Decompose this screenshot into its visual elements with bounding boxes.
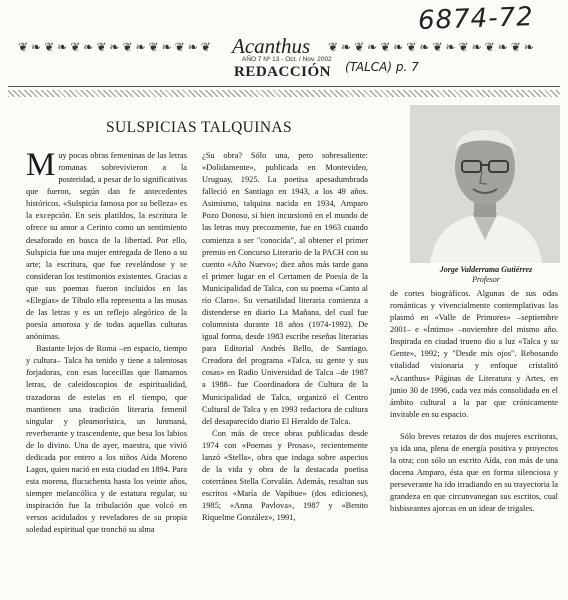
section-heading: REDACCIÓN	[234, 64, 332, 80]
ornament-border-right: ❦ ❧ ❦ ❧ ❦ ❧ ❦ ❧ ❦ ❧ ❦ ❧ ❦ ❧ ❦ ❧	[328, 40, 534, 54]
article-paragraph: de cortes biográficos. Algunas de sus odas románticas y vivencialmente contemplativas las plasmó en «Valle de Primores» –septiembre 2001– e «Íntimo» –noviembre del mismo año. Inspirada en ciudad trueno dio a luz «Talca y su Gente», 1992; y "Desde mis ojos". Rebosando vitalidad visionaria y enfoque cristalitó «Acanthus» Páginas de Literatura y Artes, en junio 30 de 1996, cada vez más consolidada en el ámbito cultural a la par que crónicamente invitable en su espacio.	[390, 289, 558, 419]
article-column-2	[202, 150, 368, 524]
article-column-3	[390, 288, 558, 515]
portrait-caption-role: Profesor	[472, 275, 500, 284]
article-title: SULSPICIAS TALQUINAS	[106, 119, 293, 136]
drop-cap: M	[26, 147, 56, 183]
publication-masthead: Acanthus	[232, 34, 311, 58]
article-paragraph: Bastante lejos de Roma –en espacio, tiempo y cultura– Talca ha tenido y tiene a talentosas forjadoras, con esas lucecillas que llamamos letras, de caleidoscopios de espiritualidad, trazadoras de estelas en el tiempo, que mantienen una tradición literaria femenil singular y pleamorística, un lunmaná, reverberante y trascendente, que besa los labios de lo divino. Una de ayer, maestra, que vivió dedicada por entero a los niños Aída Moreno Lagos, quien nació en esta ciudad en 1894. Para esta morena, flucuchenta hasta los veinte años, siempre melancólica y de estatura regular, su inspiración fue la tribulación que volcó en versos acidulados y reveladores de su propia soledad espiritual que tronchó su alma	[26, 344, 187, 535]
article-paragraph: Con más de trece obras publicadas desde 1974 con «Poemas y Prosas», recientemente lanzó «Stella», obra que indaga sobre aspectos de la vida y obra de la destacada poetisa coterránea Stella Corvalán. Además, resaltan sus escritos «María de Vapibue» (dos ediciones), 1985; «Anna Pavlova», 1987 y «Benito Riquelme González», 1991,	[202, 428, 368, 523]
portrait-caption-name: Jorge Valderrama Gutiérrez	[439, 265, 533, 274]
paragraph-text: uy pocas obras femeninas de las letras romanas sobrevivieron a la posteridad, a pesar de lo significativas que fueron, según dan fe antecedentes históricos. «Sulspicia famosa por su belleza» es la excepción. En seis platildos, la escritura le ofrece su amor a Cerinto como un sentimiento desaforado en busca de la libertad. Por ello, Sulspicia fue una mujer entregada de lleno a su arte; la escritura, que fue revelándose y se consideran los testimonios existentes. Gracias a que sus poemas fueron incluidos en las «Elegías» de Tíbulo ella representa a las musas de las letras y es un reflejo alegórico de la poesía amorosa y de todas aquellas culturas anónimas.	[26, 151, 187, 342]
handwritten-note: (TALCA) p. 7	[345, 60, 419, 74]
hatched-rule	[8, 90, 560, 97]
article-paragraph	[26, 147, 187, 343]
portrait-illustration	[410, 105, 560, 263]
article-column-1	[26, 147, 187, 537]
author-portrait	[410, 105, 560, 263]
handwritten-catalog-number: 6874-72	[417, 1, 535, 37]
article-paragraph: Sólo breves retazos de dos mujeres escritoras, ya ida una, plena de energía positiva y proyectos la otra; con sólo un escrito Aída, con más de una docena Amparo, ésta que en forma silenciosa y perseverante ha ido irradiando en su trayectoria la grandeza en que circunvanegan sus escritos, cual bisbiseantes ajorcas en un idear de trigales.	[390, 431, 558, 514]
article-paragraph: ¿Su obra? Sólo una, pero sobresaliente: «Dolidamente», publicada en Montevideo, Uruguay, 1925. La poetisa apesadumbrada falleció en Santiago en 1943, a los 49 años. Asimismo, talquina nacida en 1934, Amparo Pozo Donoso, si bien incursionó en el mundo de las letras muy precozmente, fue en 1963 cuando comienza a ser "conocida", al obtener el primer premio en Concurso Literario de la PACH con su cuento «Año Nuevo»; diez años más tarde gana el primer lugar en el Certamen de Poesía de la Municipalidad de Talca, con su poema «Canto al río Claro». Su versatilidad literaria comienza a distenderse en diario La Mañana, del cual fue columnista durante 18 años (1974-1992). De igual forma, desde 1983 escribe reseñas literarias para Editorial Andrés Bello, de Santiago. Creadora del programa «Talca, su gente y sus cosas» en Radio Universidad de Talca –de 1987 a 1988– fue Coordinadora de Cultura de la Municipalidad de Talca, organizó el Centro Cultural de Talca y en 1993 redactora de cultura del desaparecido diario El Heraldo de Talca.	[202, 151, 368, 426]
issue-line: AÑO 7 Nº 13 - Oct. / Nov. 2002	[242, 56, 332, 63]
ornament-border-left: ❦ ❧ ❦ ❧ ❦ ❧ ❦ ❧ ❦ ❧ ❦ ❧ ❦ ❧ ❦	[18, 40, 211, 54]
